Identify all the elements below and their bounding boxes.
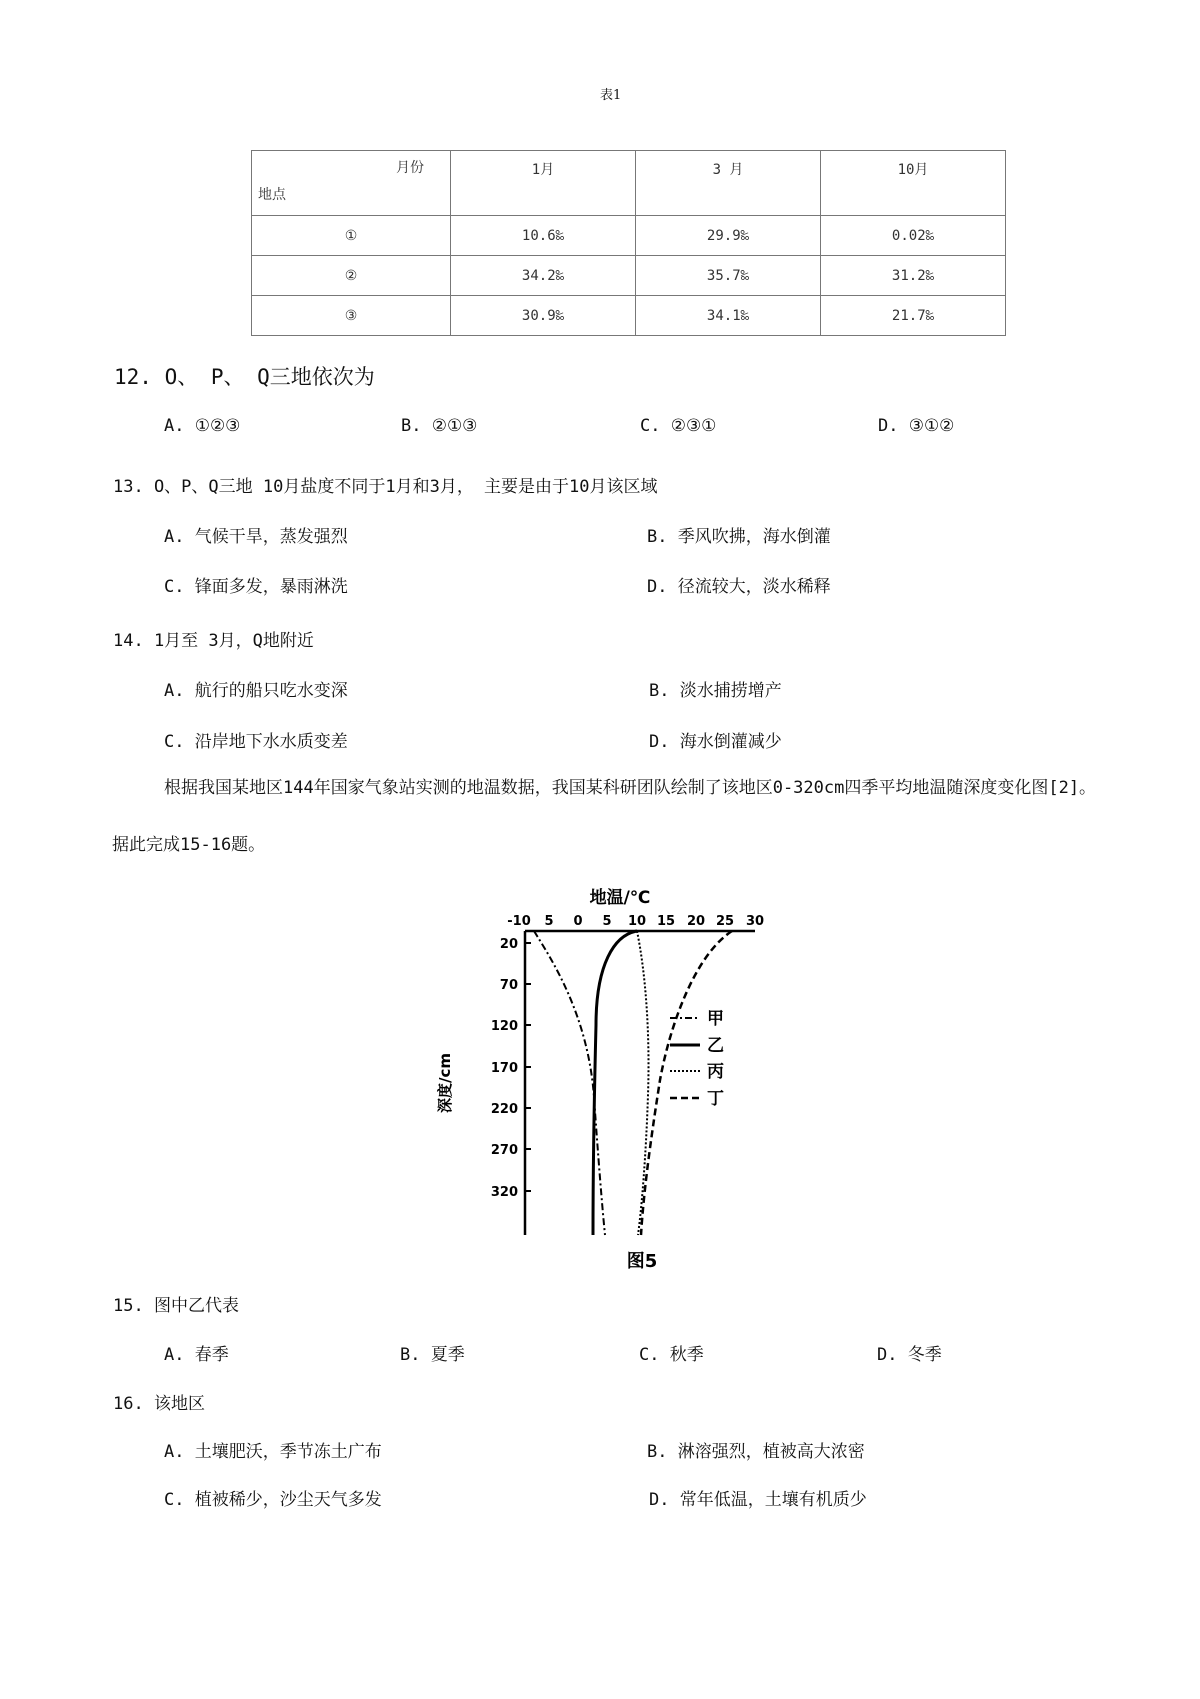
q14-option-d[interactable]: D. 海水倒灌减少 <box>649 732 782 752</box>
column-header: 3 月 <box>636 151 821 216</box>
column-header: 10月 <box>821 151 1006 216</box>
table-cell: 10.6‰ <box>451 216 636 256</box>
x-tick: 25 <box>715 914 735 929</box>
x-tick: 5 <box>602 914 612 929</box>
q13-option-c[interactable]: C. 锋面多发，暴雨淋洗 <box>164 577 348 597</box>
y-tick: 120 <box>490 1019 518 1034</box>
corner-month-label: 月份 <box>396 160 424 176</box>
q12-option-b[interactable]: B. ②①③ <box>401 416 478 436</box>
y-tick-labels <box>491 937 518 1200</box>
q12-option-d[interactable]: D. ③①② <box>878 416 955 436</box>
q14-option-b[interactable]: B. 淡水捕捞增产 <box>649 681 782 701</box>
x-axis-title: 地温/℃ <box>589 888 651 908</box>
curve-yi <box>593 931 637 1235</box>
q15-option-b[interactable]: B. 夏季 <box>400 1345 465 1365</box>
y-tick: 220 <box>490 1102 518 1117</box>
corner-place-label: 地点 <box>258 187 286 203</box>
question-15-stem: 15. 图中乙代表 <box>113 1296 239 1316</box>
y-tick: 320 <box>490 1185 518 1200</box>
salinity-table <box>251 150 1006 336</box>
table-cell: 34.1‰ <box>636 296 821 336</box>
table-row <box>252 256 1006 296</box>
q13-option-b[interactable]: B. 季风吹拂，海水倒灌 <box>647 527 831 547</box>
table-cell: 31.2‰ <box>821 256 1006 296</box>
x-tick: 15 <box>656 914 676 929</box>
q16-option-d[interactable]: D. 常年低温，土壤有机质少 <box>649 1490 867 1510</box>
row-place: ① <box>252 216 451 256</box>
curve-bing <box>637 931 649 1235</box>
legend-label-ding: 丁 <box>707 1089 724 1109</box>
table-header-row <box>252 151 1006 216</box>
table-title: 表1 <box>600 88 622 103</box>
curve-ding <box>641 931 732 1235</box>
table-cell: 29.9‰ <box>636 216 821 256</box>
row-place: ② <box>252 256 451 296</box>
q14-option-c[interactable]: C. 沿岸地下水水质变差 <box>164 732 348 752</box>
x-tick: 0 <box>573 914 583 929</box>
question-13-stem: 13. O、P、Q三地 10月盐度不同于1月和3月， 主要是由于10月该区域 <box>113 477 658 497</box>
table-cell: 0.02‰ <box>821 216 1006 256</box>
q12-option-a[interactable]: A. ①②③ <box>164 416 241 436</box>
intro-paragraph: 根据我国某地区144年国家气象站实测的地温数据，我国某科研团队绘制了该地区0-320cm四季平均地温随深度变化图[2]。据此完成15-16题。 <box>112 778 1097 855</box>
q13-option-a[interactable]: A. 气候干旱，蒸发强烈 <box>164 527 348 547</box>
chart-legend <box>670 1009 724 1109</box>
legend-label-yi: 乙 <box>707 1036 724 1056</box>
q14-option-a[interactable]: A. 航行的船只吃水变深 <box>164 681 348 701</box>
ground-temperature-chart <box>430 885 800 1275</box>
row-place: ③ <box>252 296 451 336</box>
question-12-stem: 12. O、 P、 Q三地依次为 <box>114 365 375 389</box>
question-14-stem: 14. 1月至 3月，Q地附近 <box>113 631 314 651</box>
y-axis-title: 深度/cm <box>436 1052 454 1114</box>
q16-option-b[interactable]: B. 淋溶强烈，植被高大浓密 <box>647 1442 865 1462</box>
q13-option-d[interactable]: D. 径流较大，淡水稀释 <box>647 577 831 597</box>
x-tick: 20 <box>686 914 706 929</box>
x-tick-labels <box>507 914 764 929</box>
table-cell: 30.9‰ <box>451 296 636 336</box>
question-16-stem: 16. 该地区 <box>113 1394 205 1414</box>
q16-option-a[interactable]: A. 土壤肥沃，季节冻土广布 <box>164 1442 382 1462</box>
table-corner-cell <box>252 151 451 216</box>
y-tick: 20 <box>499 937 518 952</box>
x-tick: 10 <box>627 914 647 929</box>
x-tick: -10 <box>507 914 531 929</box>
column-header: 1月 <box>451 151 636 216</box>
legend-label-bing: 丙 <box>707 1062 724 1082</box>
figure-caption: 图5 <box>626 1251 658 1272</box>
y-tick: 170 <box>490 1061 518 1076</box>
table-cell: 34.2‰ <box>451 256 636 296</box>
table-row <box>252 216 1006 256</box>
q15-option-c[interactable]: C. 秋季 <box>639 1345 704 1365</box>
table-cell: 21.7‰ <box>821 296 1006 336</box>
legend-label-jia: 甲 <box>707 1009 724 1029</box>
table-row <box>252 296 1006 336</box>
q15-option-a[interactable]: A. 春季 <box>164 1345 229 1365</box>
q12-option-c[interactable]: C. ②③① <box>640 416 717 436</box>
y-tick: 270 <box>490 1143 518 1158</box>
table-cell: 35.7‰ <box>636 256 821 296</box>
q15-option-d[interactable]: D. 冬季 <box>877 1345 942 1365</box>
x-tick: 5 <box>544 914 554 929</box>
q16-option-c[interactable]: C. 植被稀少，沙尘天气多发 <box>164 1490 382 1510</box>
x-tick: 30 <box>745 914 765 929</box>
y-tick: 70 <box>499 978 518 993</box>
